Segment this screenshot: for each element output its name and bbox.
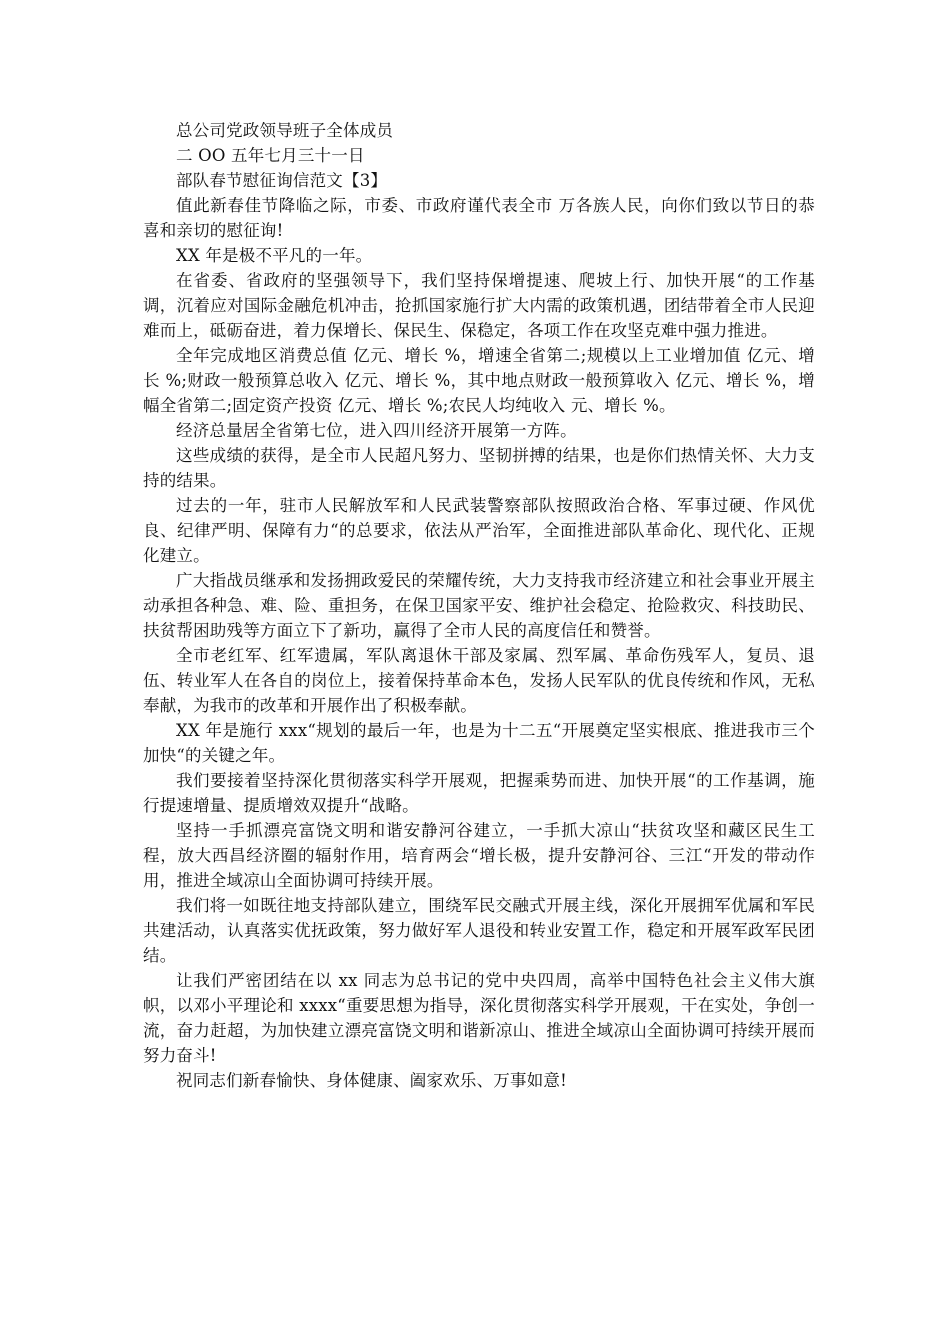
paragraph: 全市老红军、红军遗属，军队离退休干部及家属、烈军属、革命伤残军人，复员、退伍、转业军人在各自的岗位上，接着保持革命本色，发扬人民军队的优良传统和作风，无私奉献，为我市的改革和开展作出了积极奉献。: [143, 646, 815, 715]
closing-paragraph: 祝同志们新春愉快、身体健康、阖家欢乐、万事如意!: [176, 1071, 567, 1090]
paragraph: 广大指战员继承和发扬拥政爱民的荣耀传统，大力支持我市经济建立和社会事业开展主动承担各种急、难、险、重担务，在保卫国家平安、维护社会稳定、抢险救灾、科技助民、扶贫帮困助残等方面立下了新功，赢得了全市人民的高度信任和赞誉。: [143, 571, 815, 640]
paragraph: 我们将一如既往地支持部队建立，围绕军民交融式开展主线，深化开展拥军优属和军民共建活动，认真落实优抚政策，努力做好军人退役和转业安置工作，稳定和开展军政军民团结。: [143, 896, 815, 965]
paragraph: 全年完成地区消费总值 亿元、增长 %，增速全省第二;规模以上工业增加值 亿元、增长 %;财政一般预算总收入 亿元、增长 %，其中地点财政一般预算收入 亿元、增长 %，增幅全省第二;固定资产投资 亿元、增长 %;农民人均纯收入 元、增长 %。: [143, 346, 815, 415]
paragraph: 坚持一手抓漂亮富饶文明和谐安静河谷建立，一手抓大凉山“扶贫攻坚和藏区民生工程，放大西昌经济圈的辐射作用，培育两会“增长极，提升安静河谷、三江“开发的带动作用，推进全域凉山全面协调可持续开展。: [143, 821, 815, 890]
section-title: 部队春节慰征询信范文【3】: [176, 171, 388, 190]
document-body: [143, 118, 815, 1093]
date-line: 二 OO 五年七月三十一日: [176, 146, 365, 165]
paragraph: 这些成绩的获得，是全市人民超凡努力、坚韧拼搏的结果，也是你们热情关怀、大力支持的结果。: [143, 446, 815, 490]
paragraph: 我们要接着坚持深化贯彻落实科学开展观，把握乘势而进、加快开展“的工作基调，施行提速增量、提质增效双提升“战略。: [143, 771, 815, 815]
paragraph: XX 年是极不平凡的一年。: [176, 246, 373, 265]
paragraph: 经济总量居全省第七位，进入四川经济开展第一方阵。: [176, 421, 577, 440]
paragraph: 过去的一年，驻市人民解放军和人民武装警察部队按照政治合格、军事过硬、作风优良、纪律严明、保障有力“的总要求，依法从严治军，全面推进部队革命化、现代化、正规化建立。: [143, 496, 815, 565]
paragraph: XX 年是施行 xxx“规划的最后一年，也是为十二五“开展奠定坚实根底、推进我市三个加快“的关键之年。: [143, 721, 815, 765]
paragraph: 在省委、省政府的坚强领导下，我们坚持保增提速、爬坡上行、加快开展“的工作基调，沉着应对国际金融危机冲击，抢抓国家施行扩大内需的政策机遇，团结带着全市人民迎难而上，砥砺奋进，着力保增长、保民生、保稳定，各项工作在攻坚克难中强力推进。: [143, 271, 815, 340]
paragraph: 让我们严密团结在以 xx 同志为总书记的党中央四周，高举中国特色社会主义伟大旗帜，以邓小平理论和 xxxx“重要思想为指导，深化贯彻落实科学开展观，干在实处，争创一流，奋力赶超，为加快建立漂亮富饶文明和谐新凉山、推进全域凉山全面协调可持续开展而努力奋斗!: [143, 971, 815, 1065]
paragraph: 值此新春佳节降临之际，市委、市政府谨代表全市 万各族人民，向你们致以节日的恭喜和亲切的慰征询!: [143, 196, 815, 240]
signature-line: 总公司党政领导班子全体成员: [176, 121, 394, 140]
